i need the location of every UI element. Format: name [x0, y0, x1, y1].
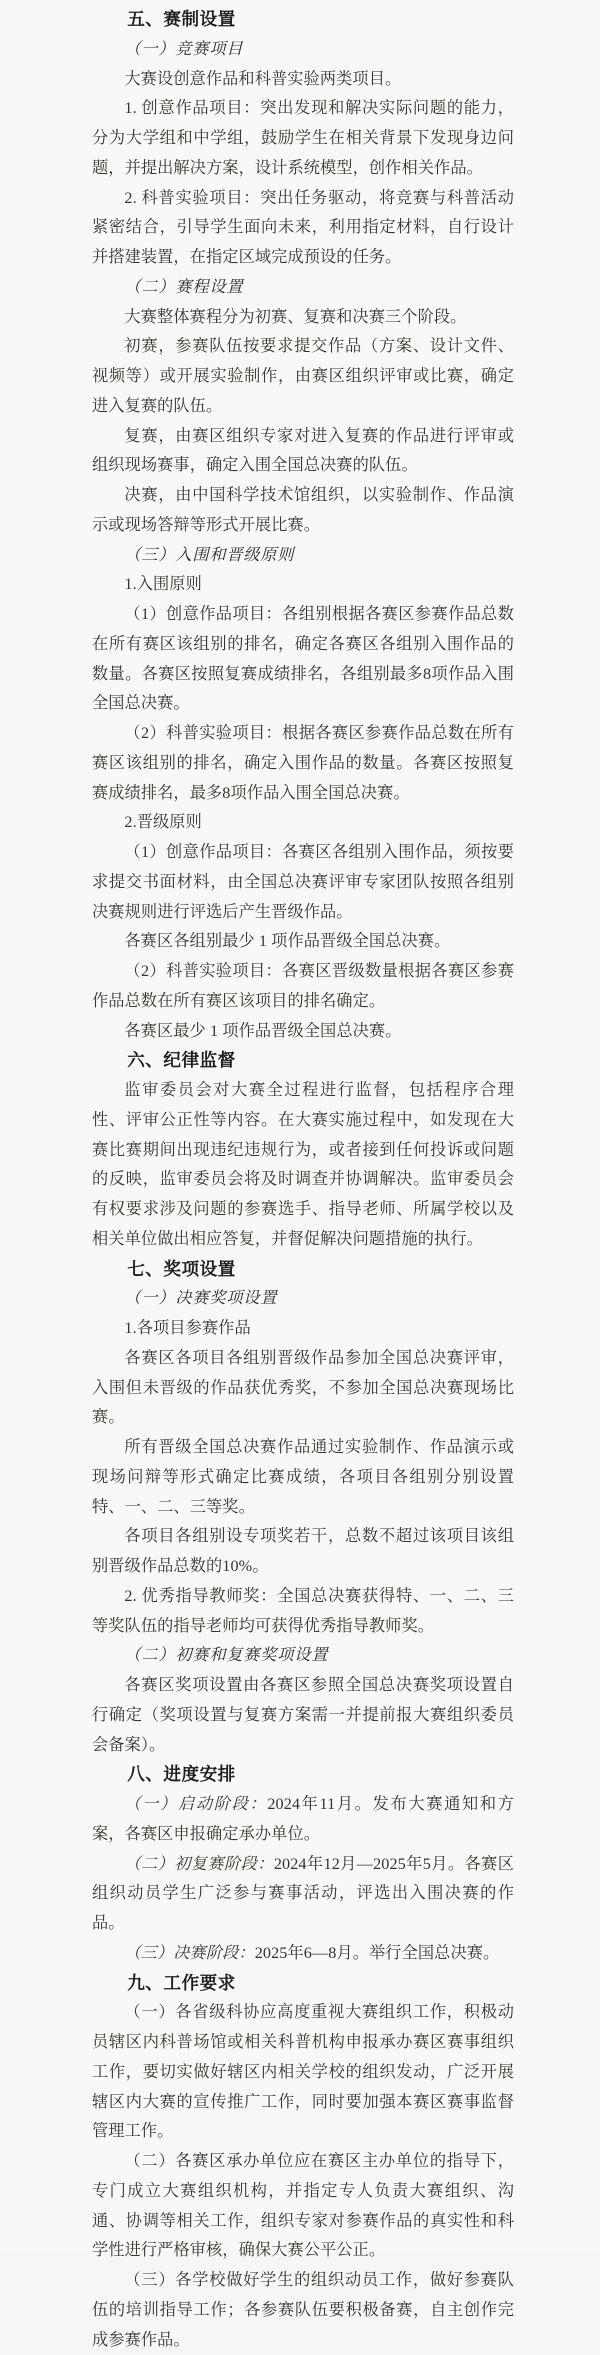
body-paragraph: 1.入围原则 — [124, 575, 202, 594]
subsection-heading: （一）决赛奖项设置 — [124, 1289, 278, 1308]
subsection-heading: （二）赛程设置 — [124, 277, 244, 296]
subsection-heading: （一）竞赛项目 — [124, 39, 244, 58]
paragraph-text: 2024年11月。发布大赛通知和方案，各赛区申报确定承办单位。 — [92, 1795, 514, 1843]
body-paragraph: 2. 科普实验项目：突出任务驱动，将竞赛与科普活动紧密结合，引导学生面向未来，利用指定材料，自行设计并搭建装置，在指定区域完成预设的任务。 — [92, 188, 514, 266]
body-paragraph: 大赛整体赛程分为初赛、复赛和决赛三个阶段。 — [124, 307, 467, 326]
paragraph-text: 2024年12月—2025年5月。各赛区组织动员学生广泛参与赛事活动，评选出入围决赛的作品。 — [92, 1854, 514, 1932]
body-paragraph: 2.晋级原则 — [124, 813, 202, 832]
paragraph-lead: （一）启动阶段： — [124, 1795, 268, 1813]
body-paragraph — [92, 1939, 514, 1969]
paragraph-text: 2025年6—8月。举行全国总决赛。 — [254, 1943, 500, 1962]
section-heading: 五、赛制设置 — [127, 9, 236, 29]
section-heading: 九、工作要求 — [127, 1972, 236, 1993]
body-paragraph: 1.各项目参赛作品 — [124, 1319, 251, 1337]
body-paragraph: （1）创意作品项目：各组别根据各赛区参赛作品总数在所有赛区该组别的排名，确定各赛区各组别入围作品的数量。各赛区按照复赛成绩排名，各组别最多8项作品入围全国总决赛。 — [92, 605, 514, 713]
body-paragraph: 各赛区奖项设置由各赛区参照全国总决赛奖项设置自行确定（奖项设置与复赛方案需一并提前报大赛组织委员会备案）。 — [92, 1676, 514, 1754]
body-paragraph: 各赛区最少 1 项作品晋级全国总决赛。 — [124, 1021, 402, 1040]
paragraph-lead: （二）初复赛阶段： — [124, 1854, 274, 1873]
body-paragraph: 初赛，参赛队伍按要求提交作品（方案、设计文件、视频等）或开展实验制作，由赛区组织评审或比赛，确定进入复赛的队伍。 — [92, 337, 514, 415]
body-paragraph: 1. 创意作品项目：突出发现和解决实际问题的能力，分为大学组和中学组，鼓励学生在相关背景下发现身边问题，并提出解决方案，设计系统模型，创作相关作品。 — [92, 99, 514, 177]
body-paragraph: 复赛，由赛区组织专家对进入复赛的作品进行评审或组织现场赛事，确定入围全国总决赛的队伍。 — [92, 426, 514, 475]
body-paragraph: 各赛区各组别最少 1 项作品晋级全国总决赛。 — [124, 932, 451, 951]
section-heading: 八、进度安排 — [127, 1764, 236, 1785]
paragraph-lead: （三）决赛阶段： — [124, 1943, 255, 1962]
body-paragraph: （2）科普实验项目：各赛区晋级数量根据各赛区参赛作品总数在所有赛区该项目的排名确定。 — [92, 962, 514, 1010]
body-paragraph: 监审委员会对大赛全过程进行监督，包括程序合理性、评审公正性等内容。在大赛实施过程中，如发现在大赛比赛期间出现违纪违规行为，或者接到任何投诉或问题的反映，监审委员会将及时调查并协调解决。监审委员会有权要求涉及问题的参赛选手、指导老师、所属学校以及相关单位做出相应答复，并督促解决问题措施的执行。 — [92, 1081, 514, 1248]
body-paragraph: 决赛，由中国科学技术馆组织，以实验制作、作品演示或现场答辩等形式开展比赛。 — [92, 486, 514, 534]
body-paragraph: 2. 优秀指导教师奖：全国总决赛获得特、一、二、三等奖队伍的指导老师均可获得优秀指导教师奖。 — [92, 1586, 514, 1635]
body-paragraph: （二）各赛区承办单位应在赛区主办单位的指导下，专门成立大赛组织机构，并指定专人负责大赛组织、沟通、协调等相关工作，组织专家对参赛作品的真实性和科学性进行严格审核，确保大赛公平公正。 — [92, 2152, 514, 2260]
document-body — [92, 5, 514, 2355]
body-paragraph: （三）各学校做好学生的组织动员工作，做好参赛队伍的培训指导工作；各参赛队伍要积极备赛，自主创作完成参赛作品。 — [92, 2271, 514, 2349]
body-paragraph: （1）创意作品项目：各赛区各组别入围作品，须按要求提交书面材料，由全国总决赛评审专家团队按照各组别决赛规则进行评选后产生晋级作品。 — [92, 843, 514, 921]
body-paragraph: （2）科普实验项目：根据各赛区参赛作品总数在所有赛区该组别的排名，确定入围作品的数量。各赛区按照复赛成绩排名，最多8项作品入围全国总决赛。 — [92, 724, 514, 802]
body-paragraph: （一）各省级科协应高度重视大赛组织工作，积极动员辖区内科普场馆或相关科普机构申报承办赛区赛事组织工作，要切实做好辖区内相关学校的组织发动，广泛开展辖区内大赛的宣传推广工作，同时要加强本赛区赛事监督管理工作。 — [92, 2003, 514, 2141]
section-heading: 六、纪律监督 — [127, 1050, 236, 1071]
subsection-heading: （三）入围和晋级原则 — [124, 545, 295, 564]
body-paragraph: 各项目各组别设专项奖若干，总数不超过该项目该组别晋级作品总数的10%。 — [92, 1527, 514, 1575]
body-paragraph — [92, 1850, 514, 1939]
subsection-heading: （二）初赛和复赛奖项设置 — [124, 1646, 329, 1665]
body-paragraph: 各赛区各项目各组别晋级作品参加全国总决赛评审，入围但未晋级的作品获优秀奖，不参加全国总决赛现场比赛。 — [92, 1348, 514, 1427]
body-paragraph: 所有晋级全国总决赛作品通过实验制作、作品演示或现场问辩等形式确定比赛成绩，各项目各组别分别设置特、一、二、三等奖。 — [92, 1438, 514, 1516]
body-paragraph: 大赛设创意作品和科普实验两类项目。 — [124, 69, 402, 88]
section-heading: 七、奖项设置 — [127, 1258, 236, 1279]
body-paragraph — [92, 1790, 514, 1850]
